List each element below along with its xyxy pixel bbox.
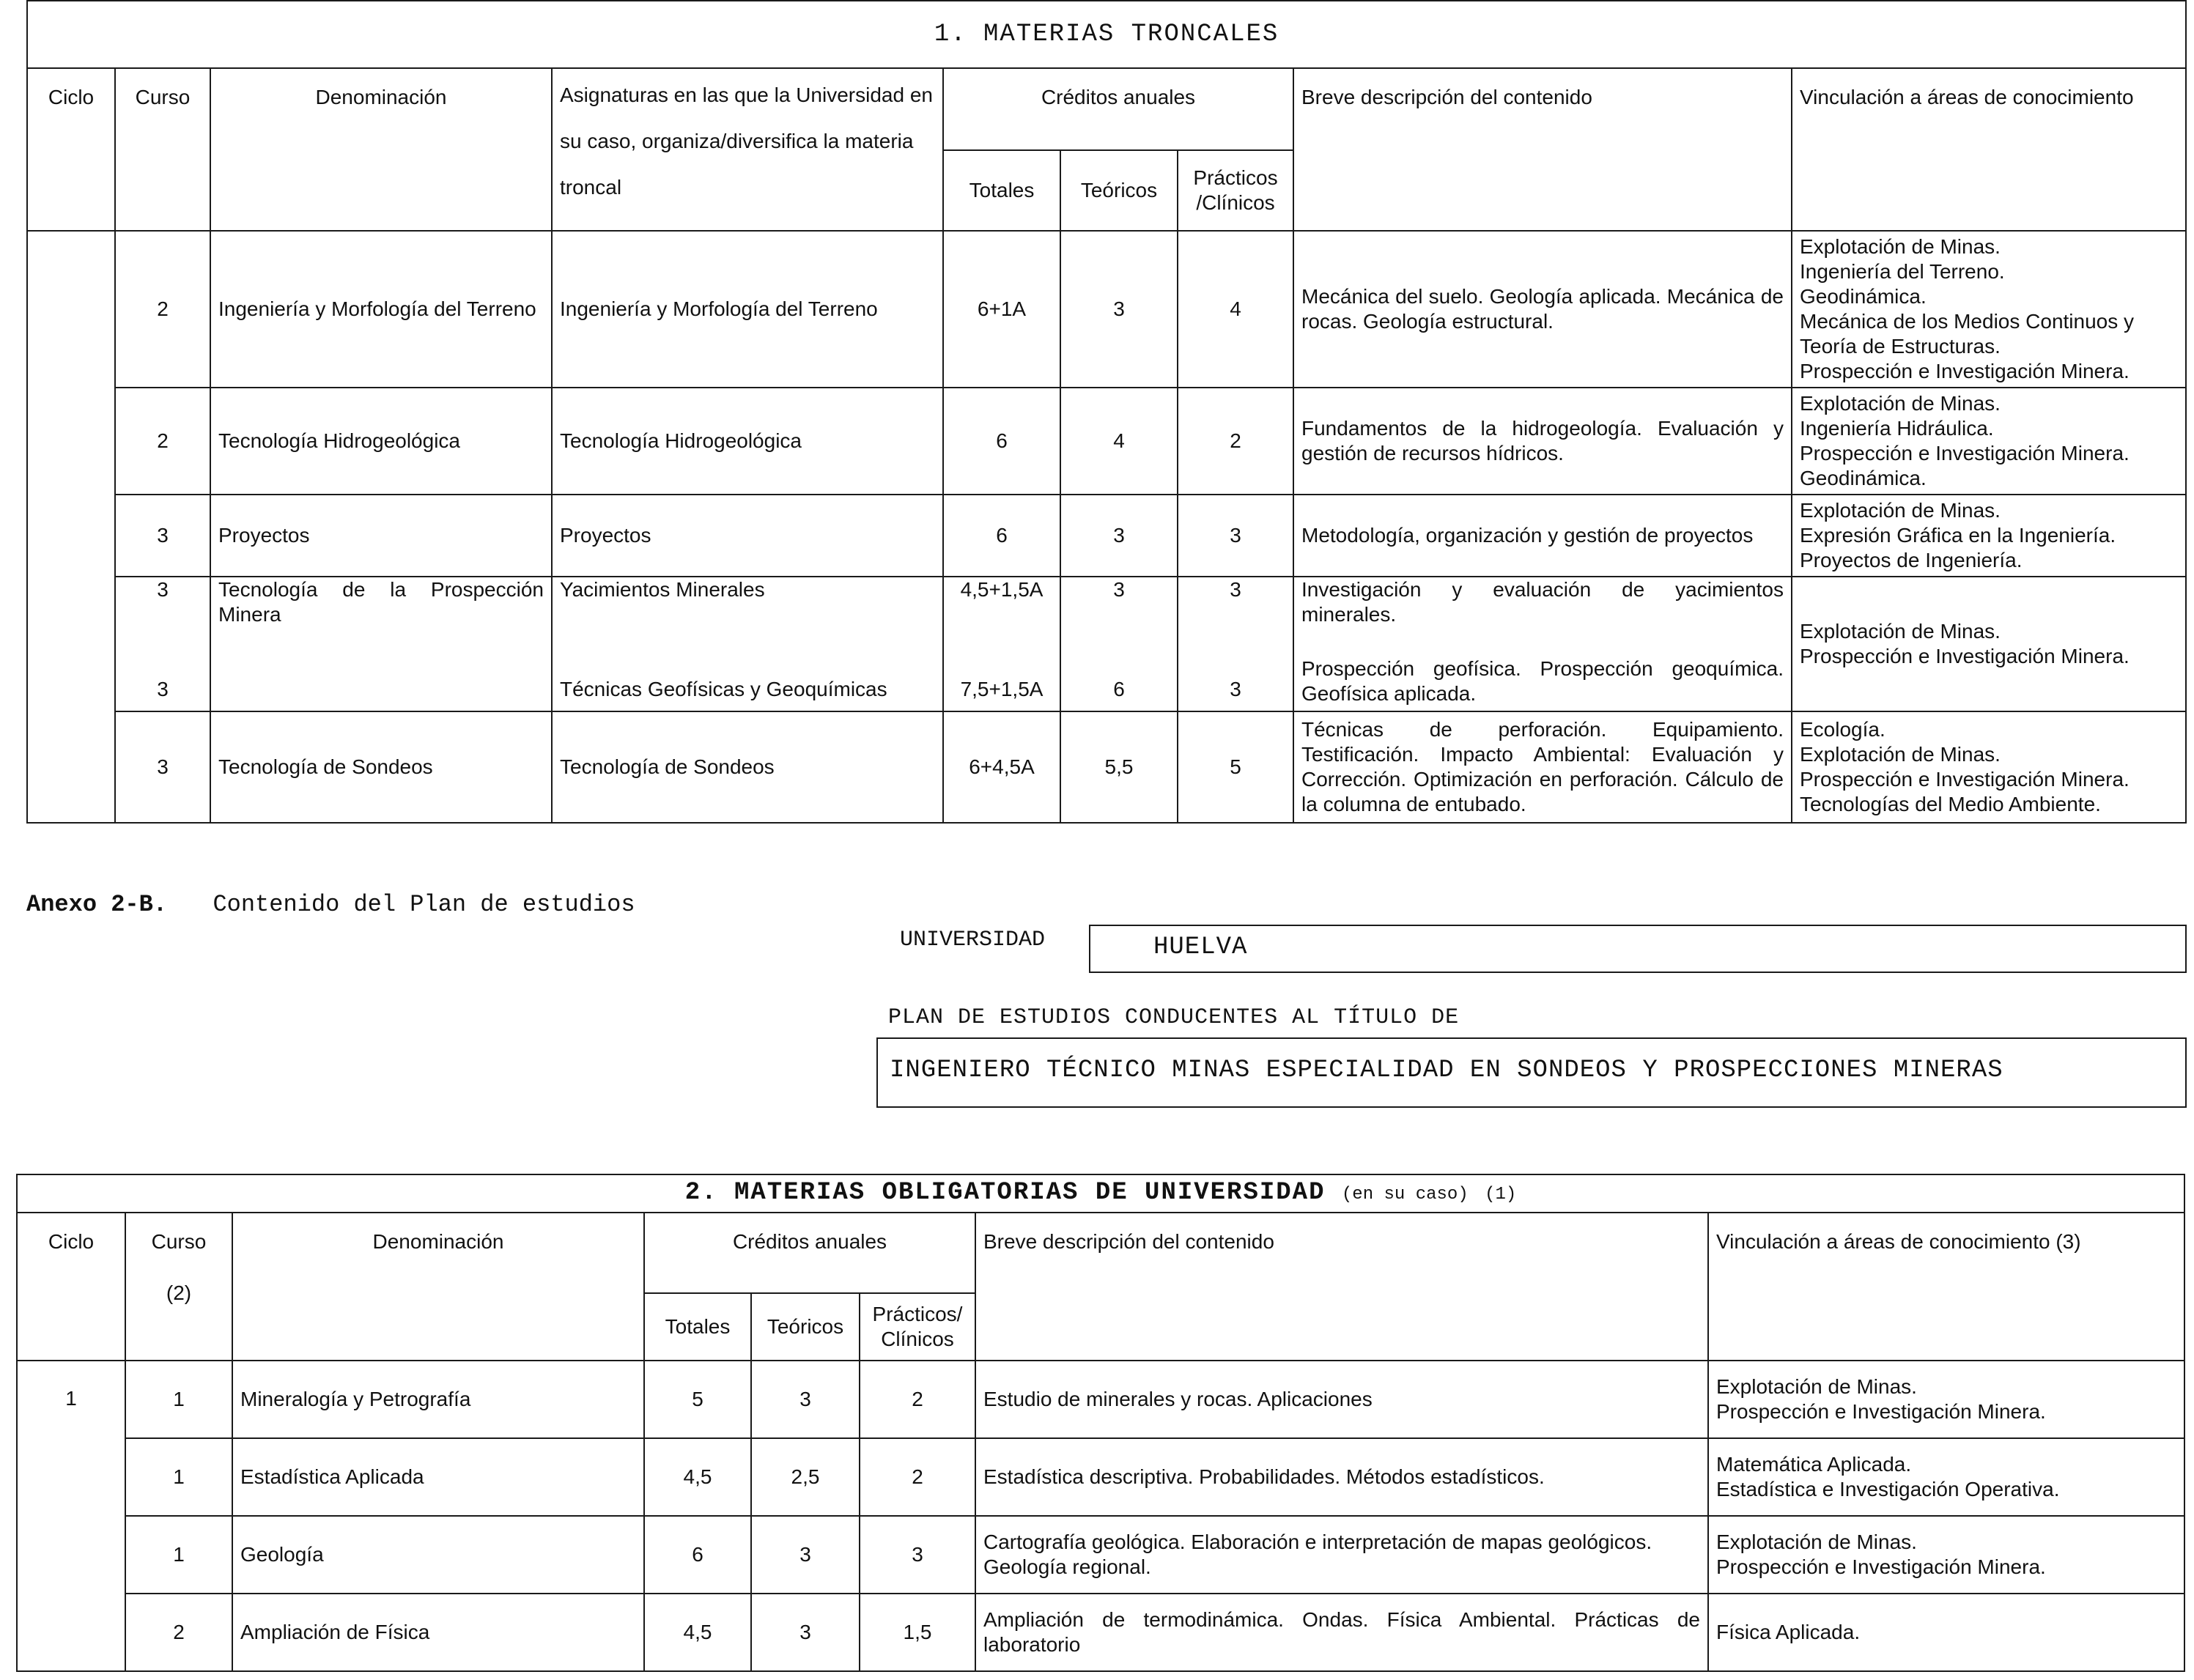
- totales-cell: 6+1A: [943, 231, 1060, 388]
- areas-cell: [1708, 1594, 2184, 1671]
- teoricos-cell: 3: [751, 1361, 860, 1438]
- header-totales: Totales: [943, 150, 1060, 231]
- header-curso: Curso: [115, 68, 210, 231]
- asignatura-cell: [552, 577, 943, 711]
- denominacion-cell: Tecnología de la Prospección Minera: [210, 577, 552, 711]
- header-curso-label: Curso: [151, 1230, 207, 1253]
- descripcion-value: Investigación y evaluación de yacimientos minerales.: [1301, 578, 1784, 626]
- area-item: Prospección e Investigación Minera.: [1800, 645, 2130, 667]
- table-row: [27, 231, 2186, 388]
- area-item: Prospección e Investigación Minera.: [1800, 442, 2130, 465]
- descripcion-cell: [1293, 577, 1792, 711]
- area-item: Tecnologías del Medio Ambiente.: [1800, 793, 2101, 815]
- area-item: Proyectos de Ingeniería.: [1800, 549, 2023, 571]
- practicos-cell: 3: [860, 1516, 975, 1594]
- totales-value: 4,5+1,5A: [960, 578, 1044, 601]
- plan-label: PLAN DE ESTUDIOS CONDUCENTES AL TÍTULO DE: [888, 1005, 1460, 1030]
- totales-value: 7,5+1,5A: [960, 678, 1044, 700]
- teoricos-cell: 3: [751, 1594, 860, 1671]
- table-row: [27, 495, 2186, 577]
- anexo-label: Anexo 2-B.: [26, 891, 168, 918]
- header-denominacion: Denominación: [232, 1213, 644, 1361]
- header-denominacion: Denominación: [210, 68, 552, 231]
- obligatorias-title-note: (en su caso): [1341, 1184, 1469, 1205]
- denominacion-cell: Geología: [232, 1516, 644, 1594]
- totales-cell: 6: [943, 495, 1060, 577]
- teoricos-cell: 3: [1060, 495, 1178, 577]
- universidad-value: HUELVA: [1153, 933, 1248, 961]
- descripcion-cell: Ampliación de termodinámica. Ondas. Física Ambiental. Prácticas de laboratorio: [975, 1594, 1708, 1671]
- practicos-cell: 3: [1178, 495, 1293, 577]
- anexo-text: Contenido del Plan de estudios: [213, 891, 635, 918]
- header-vinculacion: Vinculación a áreas de conocimiento: [1792, 68, 2186, 231]
- descripcion-cell: Mecánica del suelo. Geología aplicada. Mecánica de rocas. Geología estructural.: [1293, 231, 1792, 388]
- denominacion-cell: Ingeniería y Morfología del Terreno: [210, 231, 552, 388]
- header-descripcion: Breve descripción del contenido: [975, 1213, 1708, 1361]
- teoricos-cell: 2,5: [751, 1438, 860, 1516]
- area-item: Matemática Aplicada.: [1716, 1453, 1912, 1476]
- teoricos-cell: 4: [1060, 388, 1178, 495]
- asignatura-cell: Proyectos: [552, 495, 943, 577]
- areas-cell: [1708, 1516, 2184, 1594]
- header-creditos: Créditos anuales: [644, 1213, 975, 1293]
- teoricos-value: 3: [1113, 578, 1125, 601]
- denominacion-cell: Tecnología de Sondeos: [210, 711, 552, 823]
- curso-cell: 2: [125, 1594, 232, 1671]
- totales-cell: 4,5: [644, 1438, 751, 1516]
- area-item: Estadística e Investigación Operativa.: [1716, 1478, 2060, 1500]
- area-item: Explotación de Minas.: [1800, 392, 2001, 415]
- descripcion-cell: Estadística descriptiva. Probabilidades. Métodos estadísticos.: [975, 1438, 1708, 1516]
- practicos-cell: 2: [1178, 388, 1293, 495]
- curso-cell: 1: [125, 1361, 232, 1438]
- header-asignaturas: Asignaturas en las que la Universidad en su caso, organiza/diversifica la materia troncal: [552, 68, 943, 231]
- header-curso-ref: (2): [166, 1281, 192, 1304]
- header-teoricos: Teóricos: [751, 1293, 860, 1361]
- area-item: Prospección e Investigación Minera.: [1716, 1555, 2046, 1578]
- header-ciclo: Ciclo: [27, 68, 115, 231]
- obligatorias-title: [17, 1174, 2184, 1213]
- area-item: Teoría de Estructuras.: [1800, 335, 2001, 358]
- obligatorias-title-text: 2. MATERIAS OBLIGATORIAS DE UNIVERSIDAD: [684, 1178, 1326, 1207]
- header-totales: Totales: [644, 1293, 751, 1361]
- denominacion-cell: Estadística Aplicada: [232, 1438, 644, 1516]
- area-item: Expresión Gráfica en la Ingeniería.: [1800, 524, 2116, 547]
- header-practicos: Prácticos /Clínicos: [1178, 150, 1293, 231]
- table-row: [17, 1438, 2184, 1516]
- denominacion-cell: Tecnología Hidrogeológica: [210, 388, 552, 495]
- anexo-heading: [26, 891, 635, 918]
- table-row: [17, 1516, 2184, 1594]
- area-item: Explotación de Minas.: [1716, 1375, 1917, 1398]
- asignatura-cell: Tecnología de Sondeos: [552, 711, 943, 823]
- practicos-cell: [1178, 577, 1293, 711]
- area-item: Prospección e Investigación Minera.: [1716, 1400, 2046, 1423]
- area-item: Ingeniería Hidráulica.: [1800, 417, 1994, 440]
- practicos-cell: 1,5: [860, 1594, 975, 1671]
- table-row: [27, 388, 2186, 495]
- curso-cell: 1: [125, 1438, 232, 1516]
- teoricos-cell: [1060, 577, 1178, 711]
- denominacion-cell: Mineralogía y Petrografía: [232, 1361, 644, 1438]
- header-creditos: Créditos anuales: [943, 68, 1293, 150]
- area-item: Explotación de Minas.: [1800, 499, 2001, 522]
- practicos-cell: 2: [860, 1361, 975, 1438]
- table-row: [27, 711, 2186, 823]
- descripcion-cell: Metodología, organización y gestión de proyectos: [1293, 495, 1792, 577]
- header-teoricos: Teóricos: [1060, 150, 1178, 231]
- asignatura-cell: Tecnología Hidrogeológica: [552, 388, 943, 495]
- denominacion-cell: Ampliación de Física: [232, 1594, 644, 1671]
- titulo-value: INGENIERO TÉCNICO MINAS ESPECIALIDAD EN SONDEOS Y PROSPECCIONES MINERAS: [890, 1057, 2003, 1084]
- ciclo-cell: 1: [17, 1361, 125, 1671]
- table-row: [27, 577, 2186, 711]
- curso-cell: 2: [115, 231, 210, 388]
- area-item: Explotación de Minas.: [1800, 743, 2001, 766]
- universidad-box: [1089, 925, 2187, 973]
- asignatura-value: Técnicas Geofísicas y Geoquímicas: [560, 678, 887, 700]
- universidad-label: UNIVERSIDAD: [900, 928, 1046, 952]
- practicos-value: 3: [1230, 678, 1241, 700]
- areas-cell: [1792, 711, 2186, 823]
- troncales-title: 1. MATERIAS TRONCALES: [27, 1, 2186, 68]
- denominacion-cell: Proyectos: [210, 495, 552, 577]
- curso-cell: 1: [125, 1516, 232, 1594]
- area-item: Explotación de Minas.: [1800, 235, 2001, 258]
- area-item: Física Aplicada.: [1716, 1621, 1861, 1643]
- totales-cell: [943, 577, 1060, 711]
- descripcion-cell: Técnicas de perforación. Equipamiento. Testificación. Impacto Ambiental: Evaluación y Corrección. Optimización en perforación. Cálculo de la columna de entubado.: [1293, 711, 1792, 823]
- totales-cell: 5: [644, 1361, 751, 1438]
- area-item: Mecánica de los Medios Continuos y: [1800, 310, 2135, 333]
- area-item: Ingeniería del Terreno.: [1800, 260, 2005, 283]
- areas-cell: [1708, 1438, 2184, 1516]
- areas-cell: [1792, 231, 2186, 388]
- area-item: Prospección e Investigación Minera.: [1800, 768, 2130, 791]
- descripcion-cell: Fundamentos de la hidrogeología. Evaluación y gestión de recursos hídricos.: [1293, 388, 1792, 495]
- teoricos-cell: 5,5: [1060, 711, 1178, 823]
- table-row: [17, 1594, 2184, 1671]
- header-descripcion: Breve descripción del contenido: [1293, 68, 1792, 231]
- practicos-cell: 5: [1178, 711, 1293, 823]
- curso-cell: 3: [115, 711, 210, 823]
- area-item: Prospección e Investigación Minera.: [1800, 360, 2130, 382]
- obligatorias-title-ref: (1): [1485, 1184, 1517, 1205]
- descripcion-value: Prospección geofísica. Prospección geoquímica. Geofísica aplicada.: [1301, 657, 1784, 705]
- curso-value: 3: [157, 678, 169, 700]
- area-item: Ecología.: [1800, 718, 1885, 741]
- practicos-cell: 4: [1178, 231, 1293, 388]
- header-ciclo: Ciclo: [17, 1213, 125, 1361]
- teoricos-cell: 3: [751, 1516, 860, 1594]
- totales-cell: 6+4,5A: [943, 711, 1060, 823]
- troncales-table: [26, 0, 2187, 824]
- teoricos-value: 6: [1113, 678, 1125, 700]
- areas-cell: [1792, 495, 2186, 577]
- area-item: Geodinámica.: [1800, 467, 1927, 489]
- header-practicos: Prácticos/ Clínicos: [860, 1293, 975, 1361]
- teoricos-cell: 3: [1060, 231, 1178, 388]
- descripcion-cell: Cartografía geológica. Elaboración e interpretación de mapas geológicos. Geología regional.: [975, 1516, 1708, 1594]
- areas-cell: [1708, 1361, 2184, 1438]
- obligatorias-table: [16, 1174, 2185, 1672]
- table-row: [17, 1361, 2184, 1438]
- descripcion-cell: Estudio de minerales y rocas. Aplicaciones: [975, 1361, 1708, 1438]
- totales-cell: 6: [943, 388, 1060, 495]
- practicos-value: 3: [1230, 578, 1241, 601]
- area-item: Explotación de Minas.: [1800, 620, 2001, 643]
- areas-cell: [1792, 577, 2186, 711]
- areas-cell: [1792, 388, 2186, 495]
- titulo-box: [876, 1037, 2187, 1108]
- totales-cell: 6: [644, 1516, 751, 1594]
- asignatura-cell: Ingeniería y Morfología del Terreno: [552, 231, 943, 388]
- curso-value: 3: [157, 578, 169, 601]
- curso-cell: [115, 577, 210, 711]
- asignatura-value: Yacimientos Minerales: [560, 578, 765, 601]
- curso-cell: 3: [115, 495, 210, 577]
- header-curso: [125, 1213, 232, 1361]
- curso-cell: 2: [115, 388, 210, 495]
- ciclo-cell: [27, 231, 115, 823]
- practicos-cell: 2: [860, 1438, 975, 1516]
- area-item: Geodinámica.: [1800, 285, 1927, 308]
- header-vinculacion: Vinculación a áreas de conocimiento (3): [1708, 1213, 2184, 1361]
- totales-cell: 4,5: [644, 1594, 751, 1671]
- area-item: Explotación de Minas.: [1716, 1531, 1917, 1553]
